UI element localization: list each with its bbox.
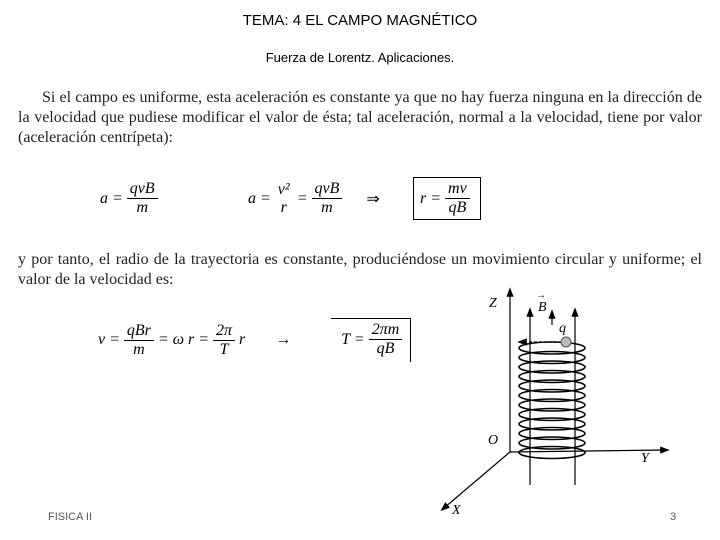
eq2-den1: r bbox=[280, 198, 287, 216]
eq2-eq: = bbox=[296, 189, 308, 207]
eq2-den2: m bbox=[321, 199, 333, 216]
eq1-num: qvB bbox=[127, 180, 158, 199]
eq4-lhs2: T = bbox=[341, 330, 365, 348]
eq4-mid: = ω r = bbox=[157, 331, 210, 348]
eq4-lhs: v = bbox=[98, 331, 120, 348]
eq4-den1: m bbox=[133, 340, 145, 358]
eq3-lhs: r = bbox=[420, 189, 442, 207]
footer-course: FISICA II bbox=[48, 511, 93, 523]
eq4-num3: 2πm bbox=[369, 321, 403, 340]
paragraph-1: Si el campo es uniforme, esta aceleración es constante ya que no hay fuerza ninguna en la dirección de la velocidad que pudiese modificar el valor de ésta; tal aceleración, normal a la velocidad, tiene por valor (aceleración centrípeta): bbox=[18, 89, 702, 146]
eq1-den: m bbox=[136, 199, 149, 216]
eq3-num: mv bbox=[445, 180, 470, 199]
eq4-den3: qB bbox=[376, 340, 395, 357]
q-label: q bbox=[559, 321, 566, 336]
eq2-lhs: a = bbox=[248, 189, 271, 207]
eq4-den2: T bbox=[219, 340, 229, 358]
eq1-lhs: a = bbox=[100, 189, 123, 207]
eq4-tail: r bbox=[239, 331, 246, 348]
charge-particle bbox=[561, 337, 571, 347]
eq3-den: qB bbox=[448, 199, 467, 216]
x-label: X bbox=[452, 503, 461, 518]
eq4-num2: 2π bbox=[213, 322, 235, 341]
paragraph-2: y por tanto, el radio de la trayectoria es constante, produciéndose un movimiento circular y uniforme; el valor de la velocidad es: bbox=[18, 251, 702, 288]
y-label: Y bbox=[641, 451, 649, 466]
slide-title: TEMA: 4 EL CAMPO MAGNÉTICO bbox=[242, 12, 478, 29]
eq2-num2: qvB bbox=[312, 180, 343, 199]
z-label: Z bbox=[489, 296, 497, 311]
b-label: B bbox=[538, 300, 547, 315]
arrow-symbol: → bbox=[275, 331, 292, 348]
x-axis bbox=[444, 452, 510, 508]
page-number: 3 bbox=[670, 511, 677, 523]
eq2-num1: v² bbox=[277, 180, 290, 198]
eq4-num1: qBr bbox=[124, 322, 154, 341]
implies-symbol: ⇒ bbox=[366, 190, 380, 208]
slide-subtitle: Fuerza de Lorentz. Aplicaciones. bbox=[265, 50, 455, 65]
svg-text:→: → bbox=[536, 290, 546, 301]
origin-label: O bbox=[488, 433, 499, 448]
